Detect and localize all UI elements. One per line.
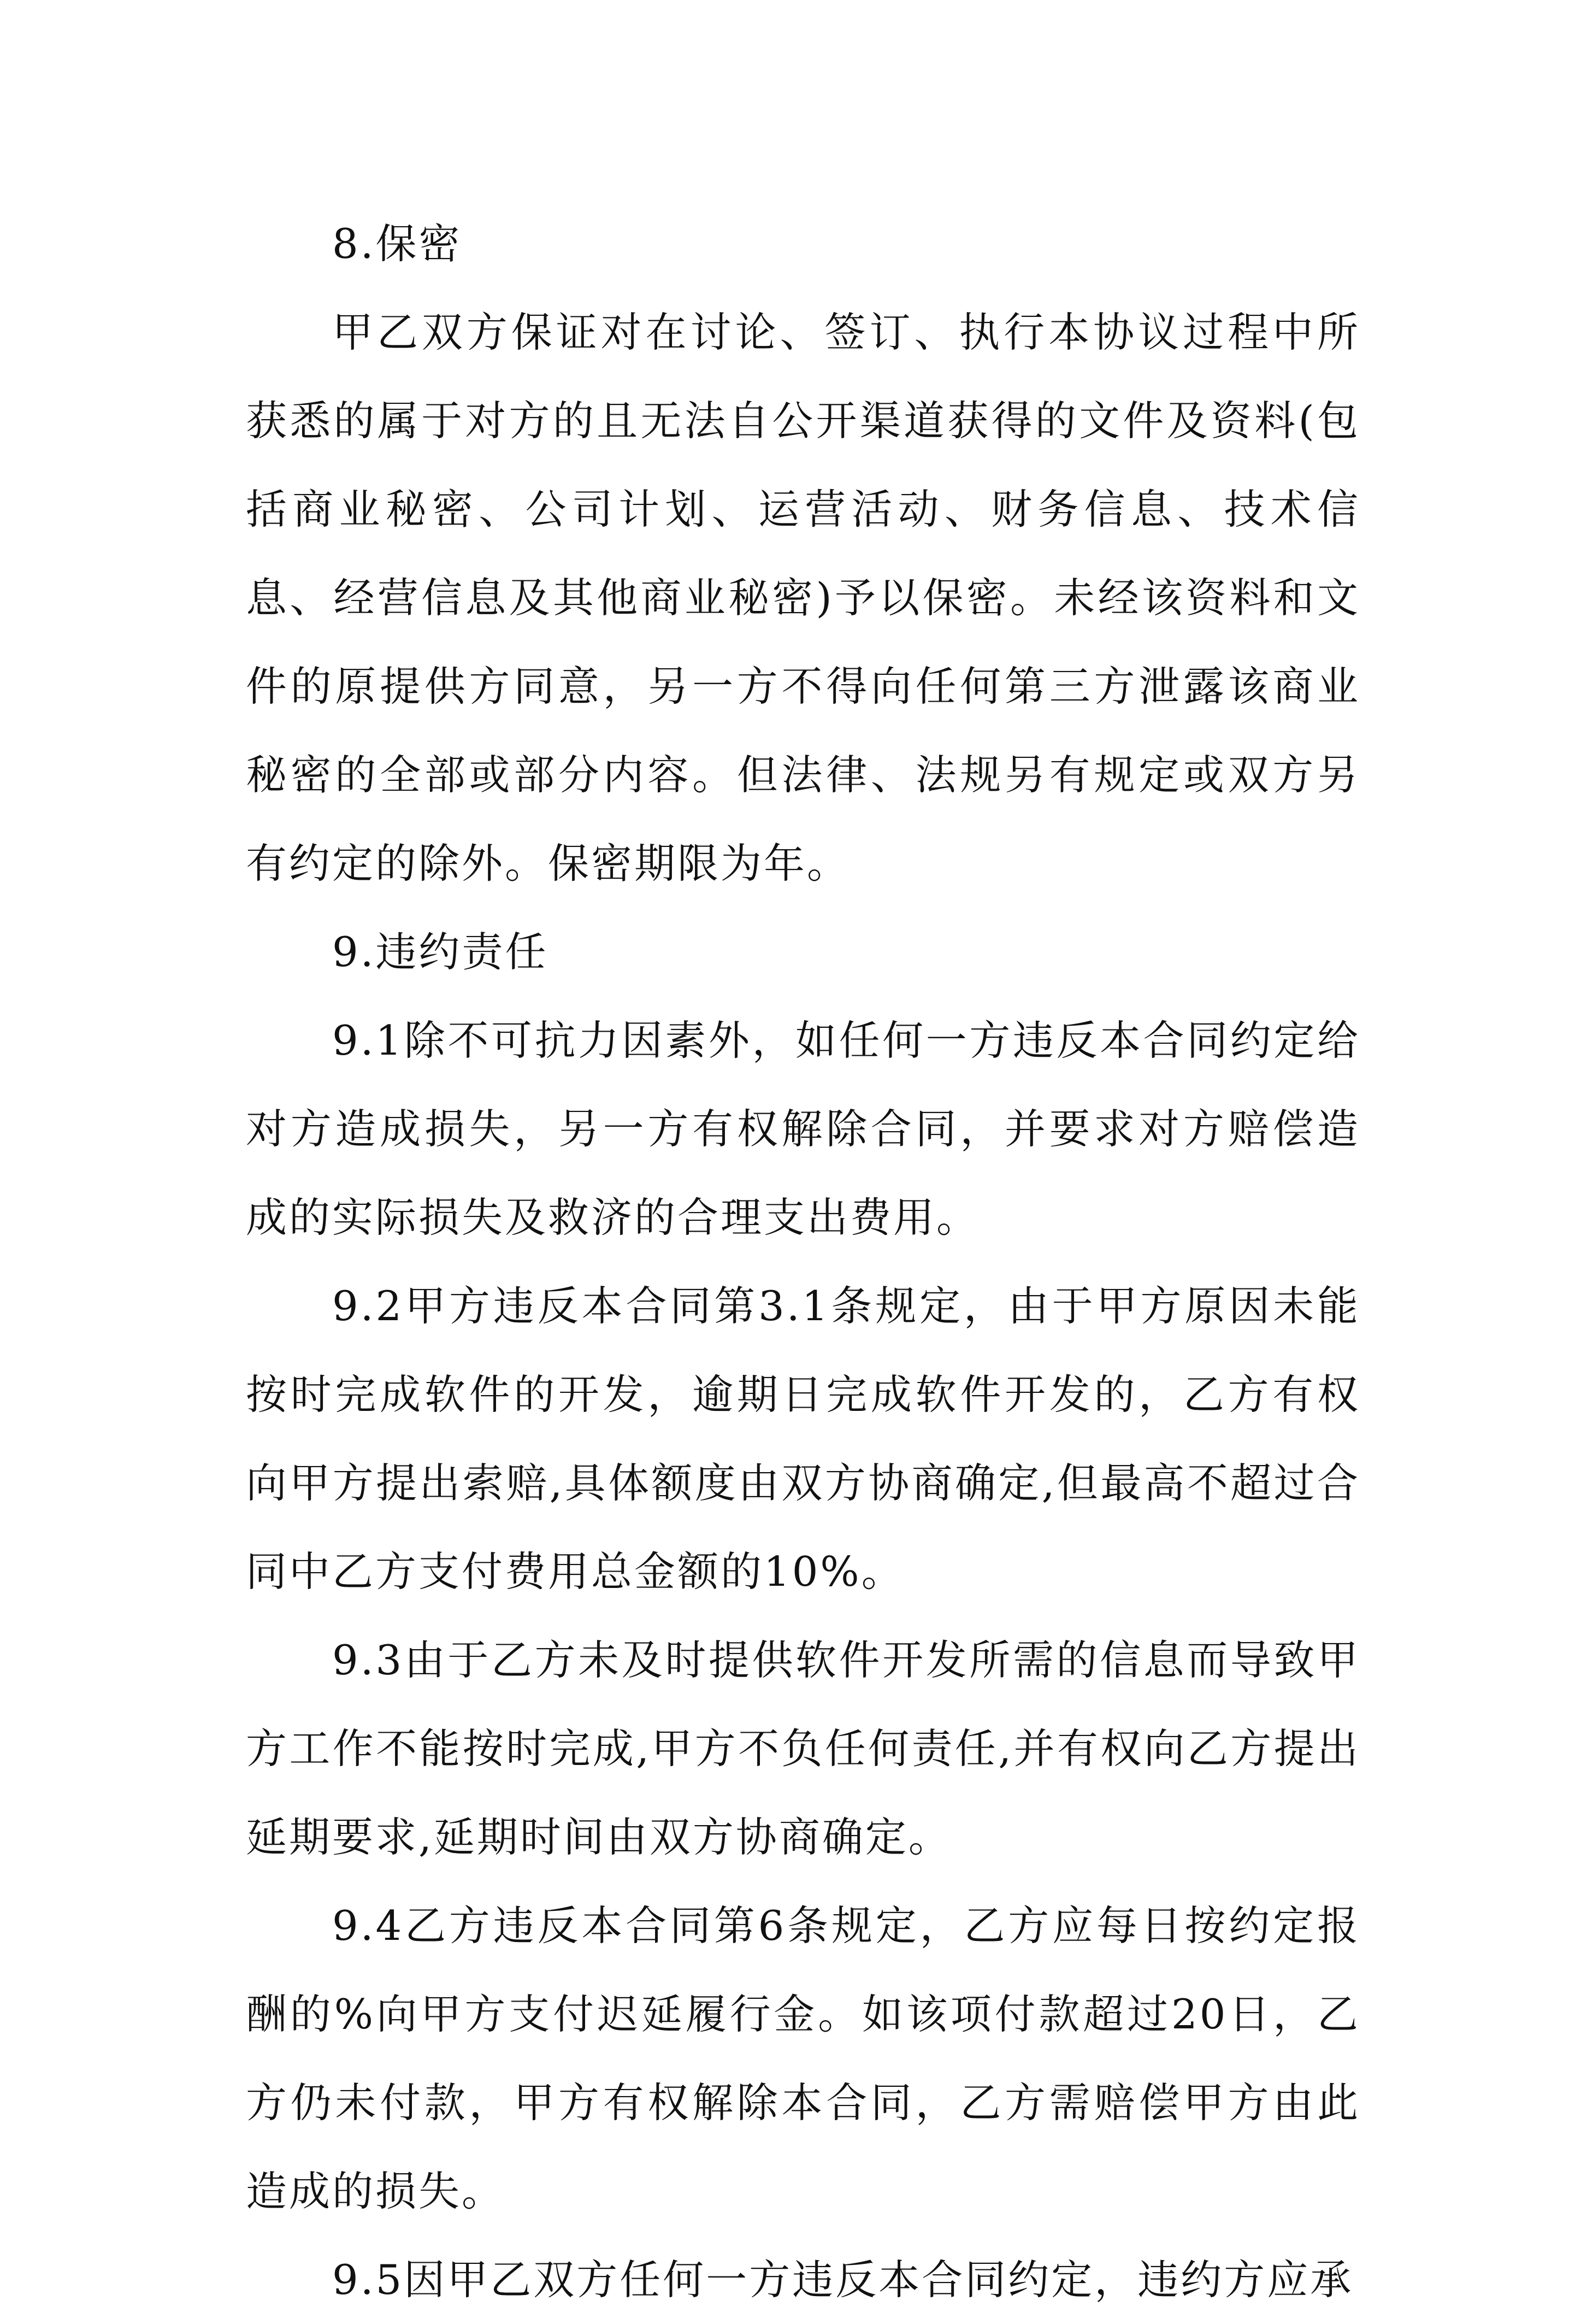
paragraph-9-3: 9.3由于乙方未及时提供软件开发所需的信息而导致甲方工作不能按时完成,甲方不负任何责任,并有权向乙方提出延期要求,延期时间由双方协商确定。: [246, 1636, 1360, 1861]
paragraph-9-2: 9.2甲方违反本合同第3.1条规定，由于甲方原因未能按时完成软件的开发，逾期日完成软件开发的，乙方有权向甲方提出索赔,具体额度由双方协商确定,但最高不超过合同中乙方支付费用总金额的10%。: [246, 1282, 1360, 1596]
section-heading-liability: 9.违约责任: [332, 928, 548, 976]
document-body: [246, 199, 1360, 2324]
paragraph-confidentiality: 甲乙双方保证对在讨论、签订、执行本协议过程中所获悉的属于对方的且无法自公开渠道获得的文件及资料(包括商业秘密、公司计划、运营活动、财务信息、技术信息、经营信息及其他商业秘密)予以保密。未经该资料和文件的原提供方同意，另一方不得向任何第三方泄露该商业秘密的全部或部分内容。但法律、法规另有规定或双方另有约定的除外。保密期限为年。: [246, 308, 1360, 887]
paragraph-9-5: 9.5因甲乙双方任何一方违反本合同约定，违约方应承: [332, 2256, 1354, 2304]
paragraph-9-1: 9.1除不可抗力因素外，如任何一方违反本合同约定给对方造成损失，另一方有权解除合同，并要求对方赔偿造成的实际损失及救济的合理支出费用。: [246, 1016, 1360, 1242]
section-heading-confidentiality: 8.保密: [332, 220, 462, 268]
paragraph-9-4: 9.4乙方违反本合同第6条规定，乙方应每日按约定报酬的%向甲方支付迟延履行金。如该项付款超过20日，乙方仍未付款，甲方有权解除本合同，乙方需赔偿甲方由此造成的损失。: [246, 1902, 1360, 2215]
